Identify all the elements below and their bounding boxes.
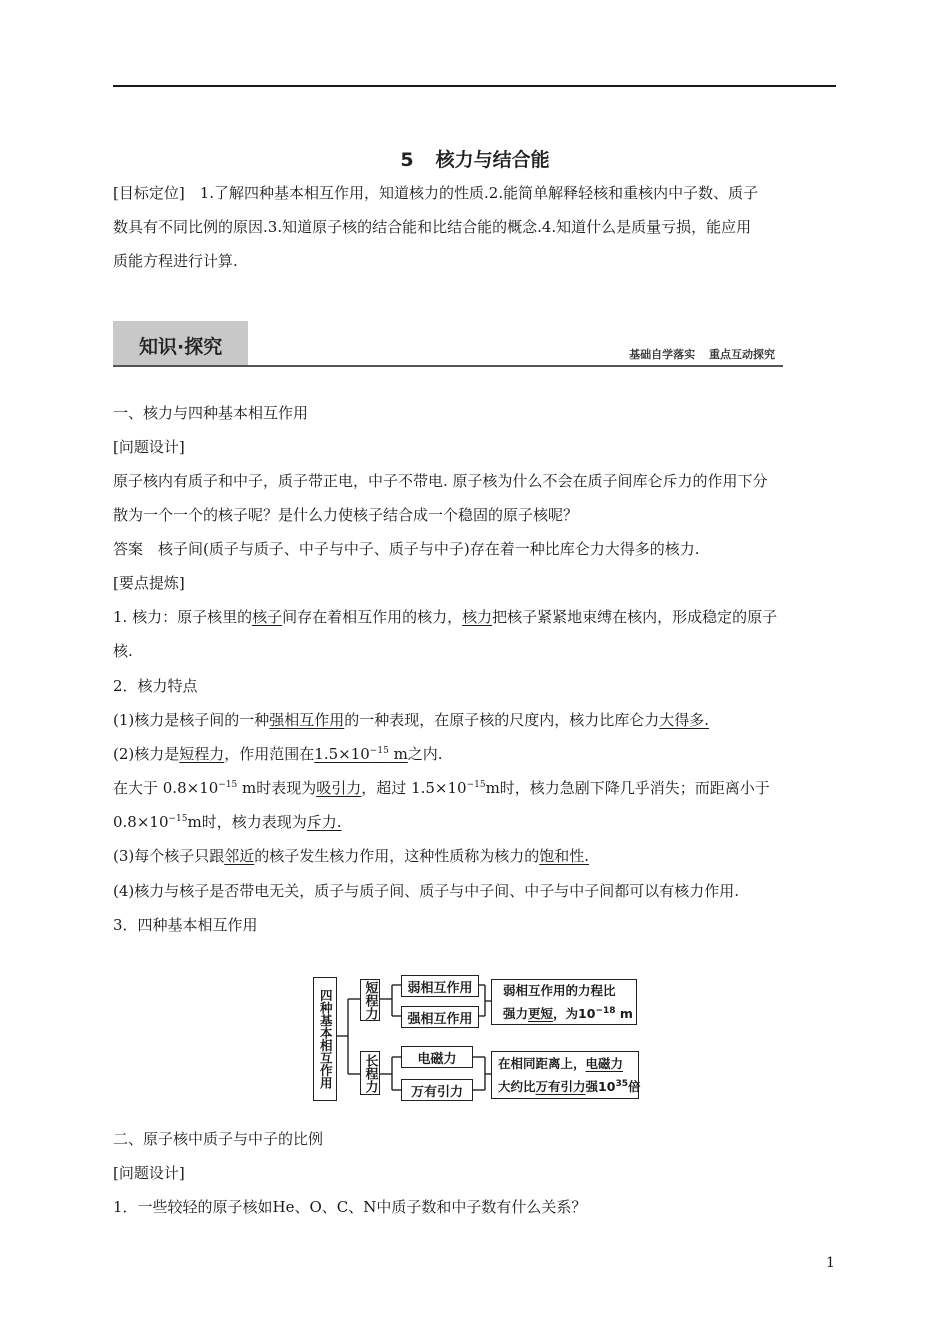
page-title <box>0 145 950 172</box>
problem-label: [问题设计] <box>113 438 185 456</box>
text: 在相同距离上， <box>498 1056 586 1071</box>
objectives-line-2: 数具有不同比例的原因.3.知道原子核的结合能和比结合能的概念.4.知道什么是质量亏损，能应用 <box>113 218 752 236</box>
text: 强力 <box>503 1006 529 1022</box>
text: 的一种表现，在原子核的尺度内，核力比库仑力 <box>344 711 660 729</box>
text: 之内. <box>407 745 443 763</box>
text: ，为10 <box>553 1006 596 1022</box>
long-range-box: 长程力 <box>360 1051 380 1095</box>
banner-title-dot: · <box>177 336 185 358</box>
text: 倍 <box>627 1079 641 1095</box>
item-4: (4)核力与核子是否带电无关，质子与质子间、质子与中子间、中子与中子间都可以有核力作用. <box>113 882 740 900</box>
short-range-box: 短程力 <box>360 979 380 1021</box>
objectives-line-1: [目标定位] 1.了解四种基本相互作用，知道核力的性质.2.能简单解释轻核和重核内中子数、质子 <box>113 184 759 202</box>
strong-interaction-box: 强相互作用 <box>401 1006 479 1028</box>
item-2-detail-line-2 <box>113 811 342 832</box>
text: 把核子紧紧地束缚在核内，形成稳定的原子 <box>492 608 778 626</box>
exponent: −18 <box>595 1006 616 1016</box>
root-box: 四种基本相互作用 <box>313 977 337 1101</box>
underlined-answer: 吸引力 <box>316 779 362 797</box>
electromagnetic-box: 电磁力 <box>401 1046 473 1068</box>
exponent: −15 <box>369 746 389 756</box>
point-1 <box>113 606 777 627</box>
text: (3)每个核子只跟 <box>113 847 225 865</box>
text: 间存在着相互作用的核力， <box>282 608 463 626</box>
page-number: 1 <box>826 1255 835 1271</box>
weak-interaction-box: 弱相互作用 <box>401 975 479 997</box>
item-1 <box>113 709 709 730</box>
points-label: [要点提炼] <box>113 574 185 592</box>
underlined-answer: 核力 <box>462 608 493 626</box>
underlined-answer: 饱和性. <box>539 847 590 865</box>
question-line-1: 原子核内有质子和中子，质子带正电，中子不带电. 原子核为什么不会在质子间库仑斥力的作用下分 <box>113 472 768 490</box>
point-2-heading: 2．核力特点 <box>113 677 198 695</box>
text: 0.8×10 <box>113 813 169 831</box>
title-text: 核力与结合能 <box>435 149 550 171</box>
text: ，超过 1.5×10 <box>361 779 467 797</box>
text: 1. 核力：原子核里的 <box>113 608 253 626</box>
text: m时，核力表现为 <box>187 813 307 831</box>
text: m时表现为 <box>237 779 317 797</box>
section2-heading: 二、原子核中质子与中子的比例 <box>113 1130 324 1148</box>
underlined-answer: 短程力 <box>179 745 225 763</box>
question-line-2: 散为一个一个的核子呢？是什么力使核子结合成一个稳固的原子核呢？ <box>113 506 579 524</box>
item-3 <box>113 845 589 866</box>
section1-heading: 一、核力与四种基本相互作用 <box>113 404 309 422</box>
text: m <box>388 745 408 763</box>
gravitation-box: 万有引力 <box>401 1079 473 1101</box>
text: 大约比 <box>498 1079 536 1095</box>
text: 强10 <box>585 1079 616 1095</box>
section2-problem-label: [问题设计] <box>113 1164 185 1182</box>
underlined-answer: 斥力. <box>306 813 342 831</box>
item-2-detail-line-1 <box>113 777 770 798</box>
objectives-line-3: 质能方程进行计算. <box>113 252 238 270</box>
answer-line: 答案 核子间(质子与质子、中子与中子、质子与中子)存在着一种比库仑力大得多的核力. <box>113 540 700 558</box>
long-range-note-line-1 <box>498 1054 623 1074</box>
text: 在大于 0.8×10 <box>113 779 219 797</box>
text: ，作用范围在 <box>224 745 315 763</box>
underlined-answer: 万有引力 <box>535 1079 586 1095</box>
underlined-answer: 大得多. <box>659 711 710 729</box>
exponent: −15 <box>168 814 188 824</box>
text: 1.5×10 <box>314 745 370 763</box>
short-range-note-line-1: 弱相互作用的力程比 <box>503 983 616 998</box>
text: (2)核力是 <box>113 745 180 763</box>
banner-rule <box>113 365 783 367</box>
text: (1)核力是核子间的一种 <box>113 711 270 729</box>
item-2 <box>113 743 443 764</box>
text: m <box>615 1006 633 1022</box>
point-1-line-2: 核. <box>113 642 133 660</box>
banner-title-main: 知识 <box>139 336 178 358</box>
point-3-heading: 3．四种基本相互作用 <box>113 916 258 934</box>
section2-question-1: 1．一些较轻的原子核如He、O、C、N中质子数和中子数有什么关系？ <box>113 1198 587 1216</box>
short-range-note-line-2 <box>503 1001 633 1024</box>
header-rule <box>113 85 836 87</box>
text: 的核子发生核力作用，这种性质称为核力的 <box>254 847 540 865</box>
long-range-note-line-2 <box>498 1074 640 1097</box>
exponent: 35 <box>615 1079 628 1089</box>
banner-title-sub: 探究 <box>184 336 223 358</box>
exponent: −15 <box>218 780 238 790</box>
banner-subtitle: 基础自学落实 重点互动探究 <box>629 348 775 361</box>
underlined-answer: 邻近 <box>224 847 255 865</box>
banner-title <box>139 332 222 359</box>
underlined-answer: 电磁力 <box>585 1056 624 1071</box>
exponent: −15 <box>466 780 486 790</box>
section-number: 5 <box>400 149 414 171</box>
underlined-answer <box>314 745 408 763</box>
text: m时，核力急剧下降几乎消失；而距离小于 <box>485 779 770 797</box>
section-banner <box>113 321 783 367</box>
underlined-answer: 核子 <box>252 608 283 626</box>
underlined-answer: 更短 <box>528 1006 554 1022</box>
underlined-answer: 强相互作用 <box>269 711 345 729</box>
